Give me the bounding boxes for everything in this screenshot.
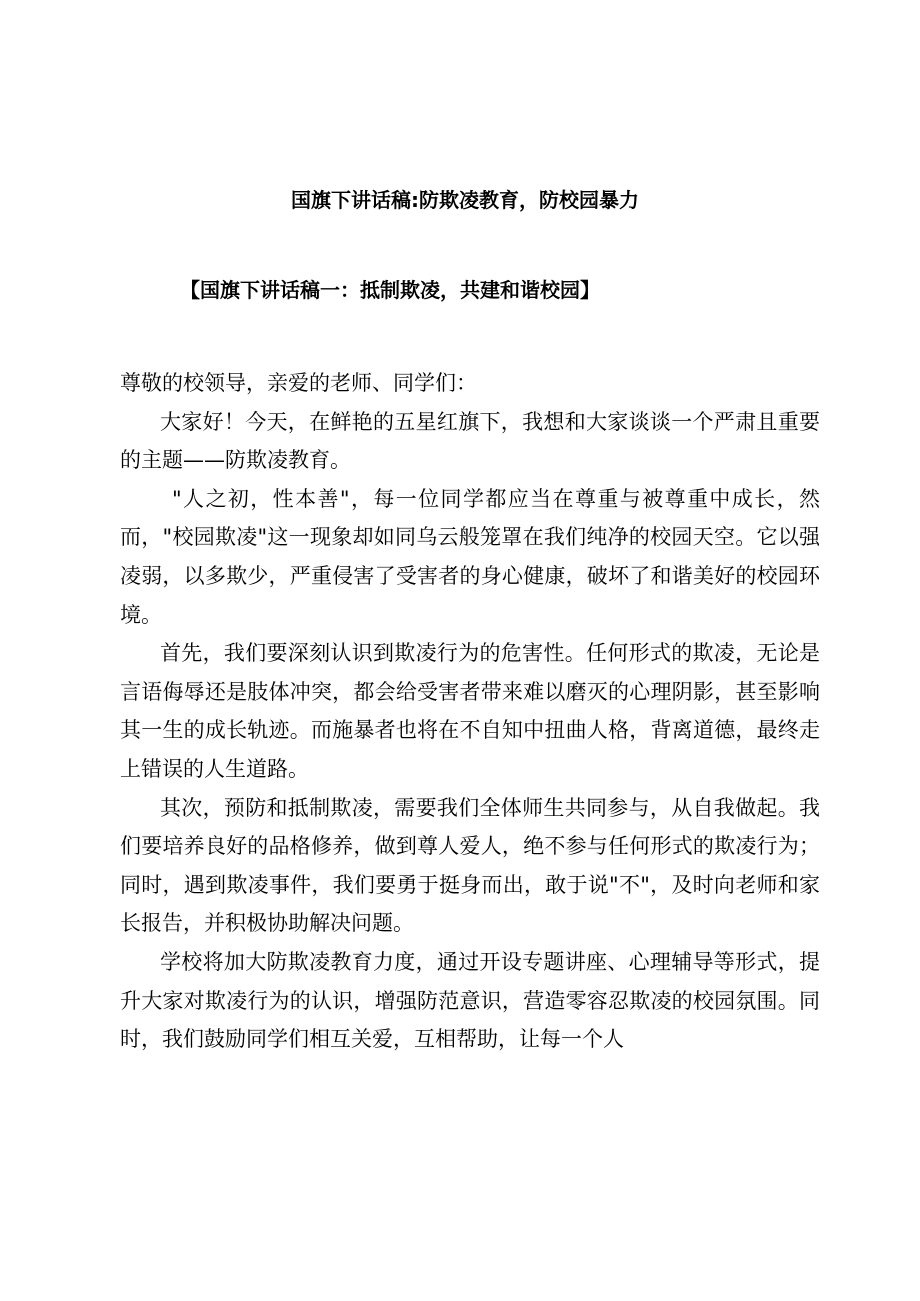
speech-body	[120, 364, 820, 1059]
document-title: 国旗下讲话稿:防欺凌教育，防校园暴力	[291, 188, 639, 212]
salutation: 尊敬的校领导，亲爱的老师、同学们：	[120, 371, 477, 395]
section-title: 【国旗下讲话稿一：抵制欺凌，共建和谐校园】	[180, 278, 600, 302]
paragraph-first-point: 首先，我们要深刻认识到欺凌行为的危害性。任何形式的欺凌，无论是言语侮辱还是肢体冲突，都会给受害者带来难以磨灭的心理阴影，甚至影响其一生的成长轨迹。而施暴者也将在不自知中扭曲人格，背离道德，最终走上错误的人生道路。	[120, 641, 820, 781]
paragraph-introduction: "人之初，性本善"，每一位同学都应当在尊重与被尊重中成长，然而，"校园欺凌"这一现象却如同乌云般笼罩在我们纯净的校园天空。它以强凌弱，以多欺少，严重侵害了受害者的身心健康，破坏了和谐美好的校园环境。	[120, 486, 820, 627]
paragraph-greeting: 大家好！今天，在鲜艳的五星红旗下，我想和大家谈谈一个严肃且重要的主题——防欺凌教育。	[120, 409, 820, 473]
paragraph-school-measures: 学校将加大防欺凌教育力度，通过开设专题讲座、心理辅导等形式，提升大家对欺凌行为的认识，增强防范意识，营造零容忍欺凌的校园氛围。同时，我们鼓励同学们相互关爱，互相帮助，让每一个人	[120, 949, 820, 1052]
paragraph-second-point: 其次，预防和抵制欺凌，需要我们全体师生共同参与，从自我做起。我们要培养良好的品格修养，做到尊人爱人，绝不参与任何形式的欺凌行为；同时，遇到欺凌事件，我们要勇于挺身而出，敢于说"不"，及时向老师和家长报告，并积极协助解决问题。	[120, 795, 820, 936]
